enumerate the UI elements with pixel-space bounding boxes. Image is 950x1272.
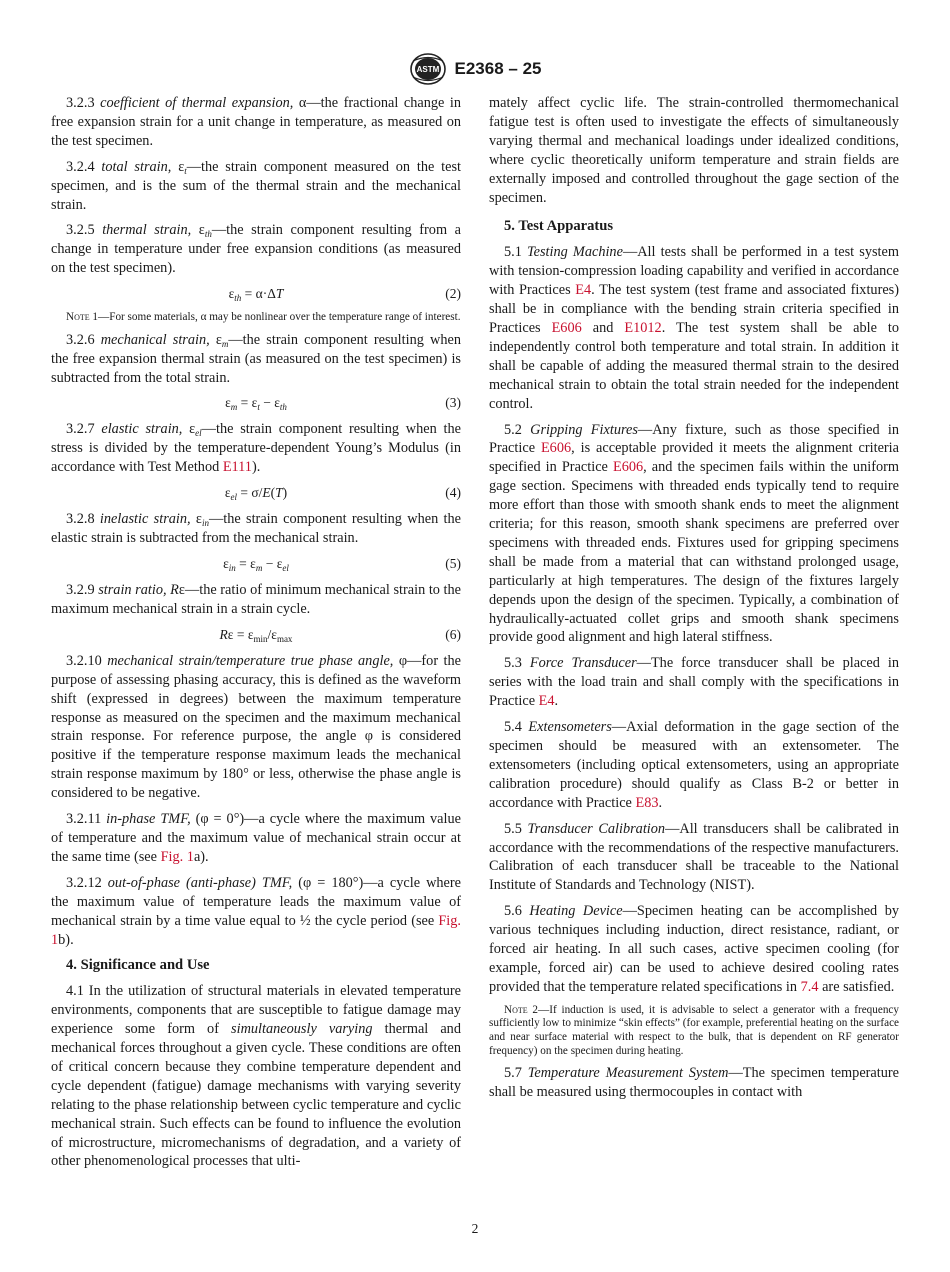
- definition-3-2-3: 3.2.3 coefficient of thermal expansion, α—the fractional change in free expansion strain for a unit change in temperature, as measured on the test specimen.: [51, 95, 461, 149]
- definition-3-2-12: 3.2.12 out-of-phase (anti-phase) TMF, (φ = 180°)—a cycle where the maximum value of temperature leads the maximum value of mechanical strain by a time value equal to ½ the cycle period (see Fig. 1b).: [51, 874, 461, 948]
- definition-3-2-8: 3.2.8 inelastic strain, $\varepsilon_{in}—the$ strain component resulting when the elastic strain is subtracted from the mechanical strain.: [51, 511, 462, 547]
- link-e606[interactable]: E606: [551, 319, 582, 336]
- paragraph-4-1-continued: mately affect cyclic life. The strain-controlled thermomechanical fatigue test is often used to investigate the effects of simultaneously varying thermal and mechanical loadings under idealized conditions, where cyclic theoretically uniform temperature and strain fields are externally imposed and controlled throughout the gage section of the specimen.: [489, 95, 899, 206]
- paragraph-5-7: 5.7 Temperature Measurement System—The specimen temperature shall be measured using thermocouples in contact with: [489, 1065, 899, 1101]
- link-e83[interactable]: E83: [635, 794, 659, 811]
- note-1: Note 1—For some materials, α may be nonlinear over the temperature range of interest.: [66, 311, 461, 324]
- link-e4[interactable]: E4: [538, 693, 555, 710]
- paragraph-5-4: 5.4 Extensometers—Axial deformation in the gage section of the specimen should be measured with an extensometer. The extensometers (including optical extensometers, using an appropriate calibration procedure) should qualify as Class B-2 or better in accordance with Practice E83.: [489, 719, 899, 811]
- equation-6: $R\varepsilon = \varepsilon_{min}/\varepsilon_{max}$ (6): [219, 626, 461, 644]
- equation-2: $\varepsilon_{th} = \alpha\cdot\Delta T$ (2): [228, 286, 461, 304]
- definition-3-2-4: 3.2.4 total strain, $\varepsilon_t—the$ strain component measured on the test specimen, and is the sum of the thermal strain and the mechanical strain.: [51, 158, 461, 213]
- definition-3-2-5: 3.2.5 thermal strain, $\varepsilon_{th}—the$ strain component resulting from a change in temperature under free expansion conditions (as measured on the test specimen).: [51, 222, 461, 277]
- left-column: [51, 94, 461, 1178]
- svg-text:ASTM: ASTM: [416, 65, 439, 74]
- definition-3-2-9: 3.2.9 strain ratio, Rε—the ratio of minimum mechanical strain to the maximum mechanical strain in a strain cycle.: [51, 582, 462, 617]
- equation-4: $\varepsilon_{el} = \sigma/E(T)$ (4): [224, 485, 461, 503]
- link-e606[interactable]: E606: [540, 440, 572, 457]
- note-2: Note 2—If induction is used, it is advisable to select a generator with a frequency sufficiently low to minimize “skin effects” (for example, preferential heating on the surface and near surface material with respect to the bulk, that is dependent on RF generator frequency) on the specimen during heating.: [489, 1003, 899, 1057]
- equation-3: $\varepsilon_m = \varepsilon_t - \varepsilon_{th}$ (3): [225, 395, 461, 413]
- link-e111[interactable]: E111: [222, 459, 252, 476]
- link-e1012[interactable]: E1012: [624, 319, 662, 336]
- definition-3-2-10: 3.2.10 mechanical strain/temperature true phase angle, φ—for the purpose of assessing phasing accuracy, this is defined as the waveform shift (expressed in degrees) between the maximum temperature response as measured on the specimen and the maximum mechanical strain response. For reference purpose, the angle φ is considered positive if the temperature response maximum leads the mechanical strain response maximum by 180° or less, otherwise the phase angle is considered to be negative.: [51, 652, 462, 802]
- link-fig-1[interactable]: Fig. 1: [51, 912, 461, 948]
- paragraph-5-5: 5.5 Transducer Calibration—All transducers shall be calibrated in accordance with the recommendations of the respective manufacturers. Calibration of each transducer shall be traceable to the National Institute of Standards and Technology (NIST).: [489, 820, 900, 894]
- link-e4[interactable]: E4: [575, 282, 592, 299]
- right-column: [489, 94, 899, 1109]
- link-fig-1[interactable]: Fig. 1: [160, 848, 194, 865]
- standard-code: E2368 – 25: [454, 59, 542, 78]
- paragraph-5-2: 5.2 Gripping Fixtures—Any fixture, such as those specified in Practice E606, is acceptable provided it meets the alignment criteria specified in Practice E606, and the specimen fails within the uniform gage section. Specimens with threaded ends typically tend to require more effort than those with smooth shank ends to meet the alignment criteria; for this reason, smooth shank specimens are preferred over specimens with threaded ends. Fixtures used for gripping specimens shall be made from a material that can withstand prolonged usage, particularly at high temperatures. The design of the fixtures largely depends upon the design of the specimen. Typically, a combination of hydraulically-actuated collet grips and smooth shank specimens provide good alignment and high lateral stiffness.: [489, 421, 899, 646]
- definition-3-2-6: 3.2.6 mechanical strain, $\varepsilon_m—the$ strain component resulting when the free expansion thermal strain (as measured on the test specimen) is subtracted from the total strain.: [51, 331, 461, 386]
- paragraph-5-3: 5.3 Force Transducer—The force transducer shall be placed in series with the load train and shall comply with the specifications in Practice E4.: [489, 655, 900, 710]
- paragraph-5-1: 5.1 Testing Machine—All tests shall be performed in a test system with tension-compression loading capability and verified in accordance with Practices E4. The test system (test frame and associated fixtures) shall be in compliance with the bending strain criteria specified in Practices E606 and E1012. The test system shall be able to independently control both temperature and total strain. In addition it shall be capable of adding the measured thermal strain to the desired mechanical strain to obtain the total strain needed for the independent control.: [489, 244, 900, 412]
- paragraph-5-6: 5.6 Heating Device—Specimen heating can be accomplished by various techniques including induction, direct resistance, radiant, or forced air heating. In all such cases, active specimen cooling (for example, forced air) can be used to achieve desired cooling rates provided that the temperature related specifications in 7.4 are satisfied.: [489, 903, 899, 995]
- link-7-4[interactable]: 7.4: [800, 978, 819, 995]
- section-5-title: 5. Test Apparatus: [504, 218, 614, 235]
- equation-5: $\varepsilon_{in} = \varepsilon_m - \varepsilon_{el}$ (5): [223, 556, 461, 573]
- astm-logo: [409, 52, 447, 86]
- page-number: 2: [471, 1221, 479, 1236]
- definition-3-2-11: 3.2.11 in-phase TMF, (φ = 0°)—a cycle where the maximum value of temperature and the maximum value of mechanical strain occur at the same time (see Fig. 1a).: [51, 811, 461, 865]
- definition-3-2-7: 3.2.7 elastic strain, $\varepsilon_{el}—the$ strain component resulting when the stress is divided by the temperature-dependent Young’s Modulus (in accordance with Test Method E111).: [51, 421, 461, 476]
- page-header: [0, 52, 950, 86]
- section-4-title: 4. Significance and Use: [66, 957, 210, 974]
- link-e606[interactable]: E606: [612, 459, 644, 476]
- paragraph-4-1: 4.1 In the utilization of structural materials in elevated temperature environments, components that are susceptible to fatigue damage may experience some form of simultaneously varying thermal and mechanical forces throughout a given cycle. These conditions are often of critical concern because they combine temperature dependent and cycle dependent (fatigue) damage mechanisms with varying severity relating to the phase relationship between cyclic temperature and cyclic mechanical strain. Such effects can be found to influence the evolution of microstructure, micromechanisms of degradation, and a variety of other phenomenological processes that ulti-: [51, 983, 461, 1170]
